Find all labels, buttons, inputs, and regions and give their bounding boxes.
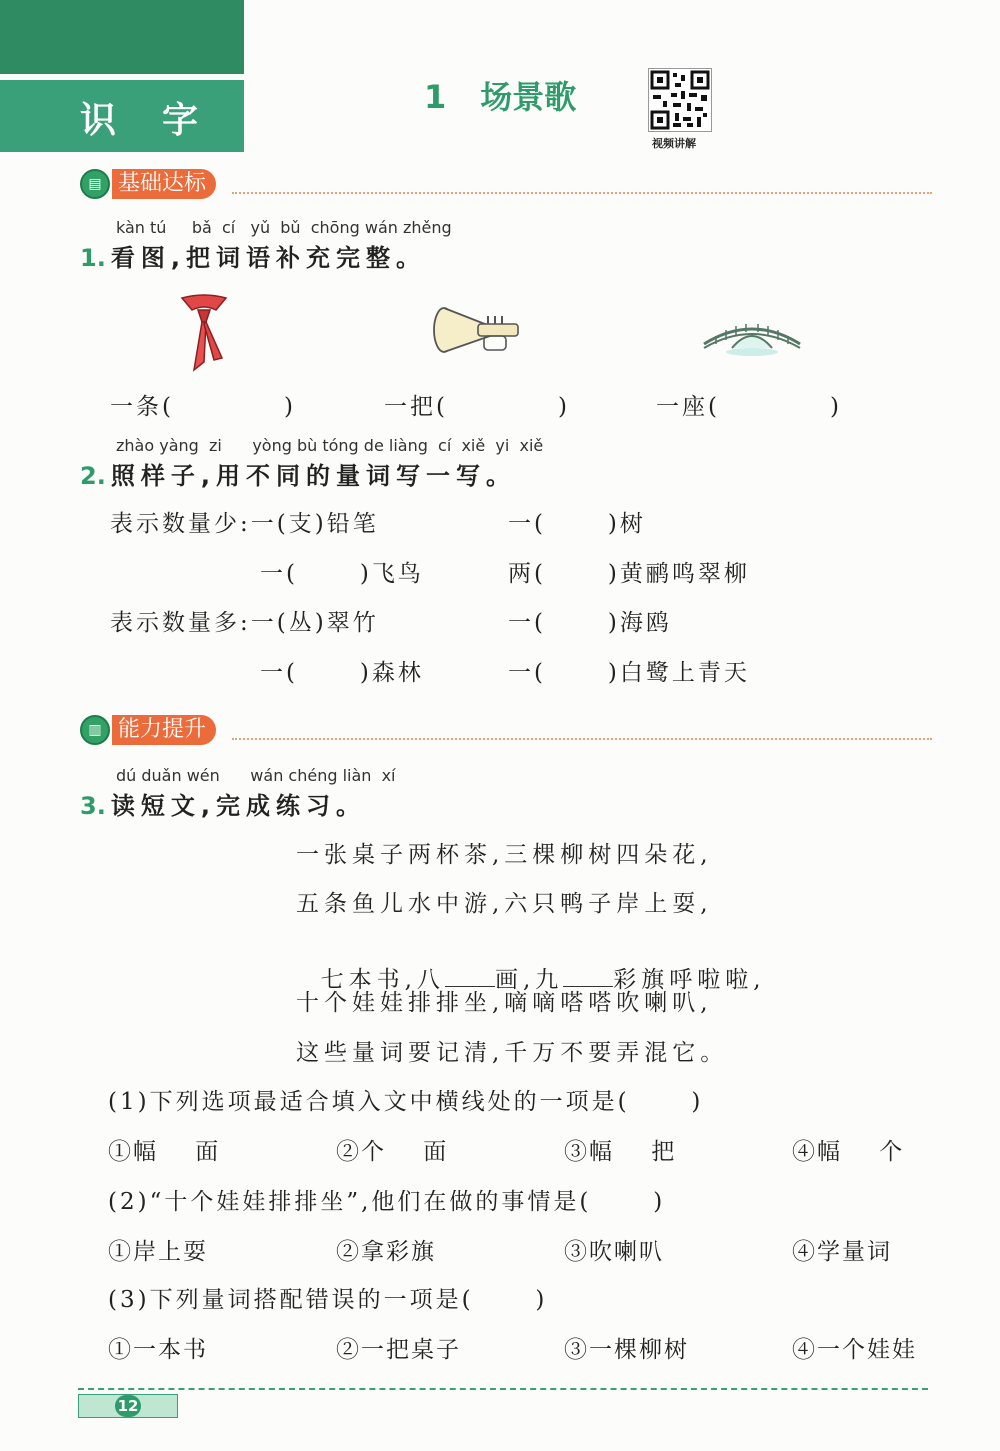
- poem-line-5: 这些量词要记清,千万不要弄混它。: [296, 1040, 729, 1066]
- document-icon: ▤: [80, 169, 110, 199]
- question-number: 2.: [80, 462, 106, 490]
- q2-row-2-right[interactable]: 两( )黄鹂鸣翠柳: [508, 561, 750, 587]
- sub-question-3[interactable]: (3)下列量词搭配错误的一项是( ): [108, 1287, 548, 1313]
- q3-prompt: [80, 786, 366, 821]
- q2-row-4-right[interactable]: 一( )白鹭上青天: [508, 660, 750, 686]
- sub3-option-2[interactable]: ②一把桌子: [336, 1337, 461, 1363]
- section-label: 能力提升: [112, 715, 216, 745]
- header-band-top: [0, 0, 244, 74]
- sub3-option-4[interactable]: ④一个娃娃: [792, 1337, 917, 1363]
- lesson-name: 场景歌: [480, 78, 577, 116]
- poem-line-3: 七本书,八 画,九 彩旗呼啦啦,: [320, 967, 766, 993]
- red-scarf-icon: [176, 292, 232, 380]
- q1-prompt: [80, 238, 426, 273]
- sub1-option-2[interactable]: ②个 面: [336, 1139, 449, 1165]
- lesson-title: [424, 72, 576, 118]
- q1-pinyin: kàn tú bǎ cí yǔ bǔ chōng wán zhěng: [116, 218, 452, 237]
- category-title: 识字: [80, 100, 245, 141]
- sub2-option-4[interactable]: ④学量词: [792, 1239, 892, 1265]
- q1-item-3[interactable]: 一座( ): [656, 394, 842, 420]
- sub2-option-1[interactable]: ①岸上耍: [108, 1239, 208, 1265]
- section-divider: [232, 192, 932, 194]
- q2-row-1-right[interactable]: 一( )树: [508, 511, 646, 537]
- poem-line-4: 十个娃娃排排坐,嘀嘀嗒嗒吹喇叭,: [296, 990, 713, 1016]
- sub3-option-1[interactable]: ①一本书: [108, 1337, 208, 1363]
- sub-question-2[interactable]: (2)“十个娃娃排排坐”,他们在做的事情是( ): [108, 1189, 666, 1215]
- section-label: 基础达标: [112, 169, 216, 199]
- question-text: 照样子,用不同的量词写一写。: [110, 462, 517, 490]
- question-number: 1.: [80, 244, 106, 272]
- q1-item-2[interactable]: 一把( ): [384, 394, 570, 420]
- q3-pinyin: dú duǎn wén wán chéng liàn xí: [116, 766, 396, 785]
- qr-caption: 视频讲解: [652, 137, 696, 150]
- section-divider: [232, 738, 932, 740]
- question-number: 3.: [80, 792, 106, 820]
- section-tag-advanced: [80, 714, 216, 746]
- q2-row-1-left[interactable]: 表示数量少:一(支)铅笔: [110, 511, 379, 537]
- book-icon: ▥: [80, 715, 110, 745]
- question-text: 看图,把词语补充完整。: [110, 244, 427, 272]
- q2-prompt: [80, 456, 516, 491]
- q1-item-1[interactable]: 一条( ): [110, 394, 296, 420]
- bridge-icon: [702, 318, 802, 362]
- sub1-option-3[interactable]: ③幅 把: [564, 1139, 677, 1165]
- footer-divider: [78, 1388, 928, 1390]
- sub1-option-4[interactable]: ④幅 个: [792, 1139, 905, 1165]
- section-tag-basic: [80, 168, 216, 200]
- sub2-option-3[interactable]: ③吹喇叭: [564, 1239, 664, 1265]
- lesson-number: 1: [424, 78, 447, 116]
- sub2-option-2[interactable]: ②拿彩旗: [336, 1239, 436, 1265]
- q2-row-3-right[interactable]: 一( )海鸥: [508, 610, 672, 636]
- poem-line-2: 五条鱼儿水中游,六只鸭子岸上耍,: [296, 891, 713, 917]
- q2-row-3-left[interactable]: 表示数量多:一(丛)翠竹: [110, 610, 379, 636]
- question-text: 读短文,完成练习。: [110, 792, 367, 820]
- q2-row-4-left[interactable]: 一( )森林: [260, 660, 424, 686]
- page-number-badge: [78, 1394, 178, 1418]
- sub-question-1[interactable]: (1)下列选项最适合填入文中横线处的一项是( ): [108, 1089, 704, 1115]
- sub1-option-1[interactable]: ①幅 面: [108, 1139, 221, 1165]
- poem-line-1: 一张桌子两杯茶,三棵柳树四朵花,: [296, 842, 713, 868]
- q2-row-2-left[interactable]: 一( )飞鸟: [260, 561, 424, 587]
- page-number: 12: [115, 1395, 141, 1417]
- sub3-option-3[interactable]: ③一棵柳树: [564, 1337, 689, 1363]
- q2-pinyin: zhào yàng zi yòng bù tóng de liàng cí xiě yi xiě: [116, 436, 544, 455]
- trumpet-icon: [430, 302, 524, 366]
- qr-code-icon[interactable]: [648, 68, 712, 132]
